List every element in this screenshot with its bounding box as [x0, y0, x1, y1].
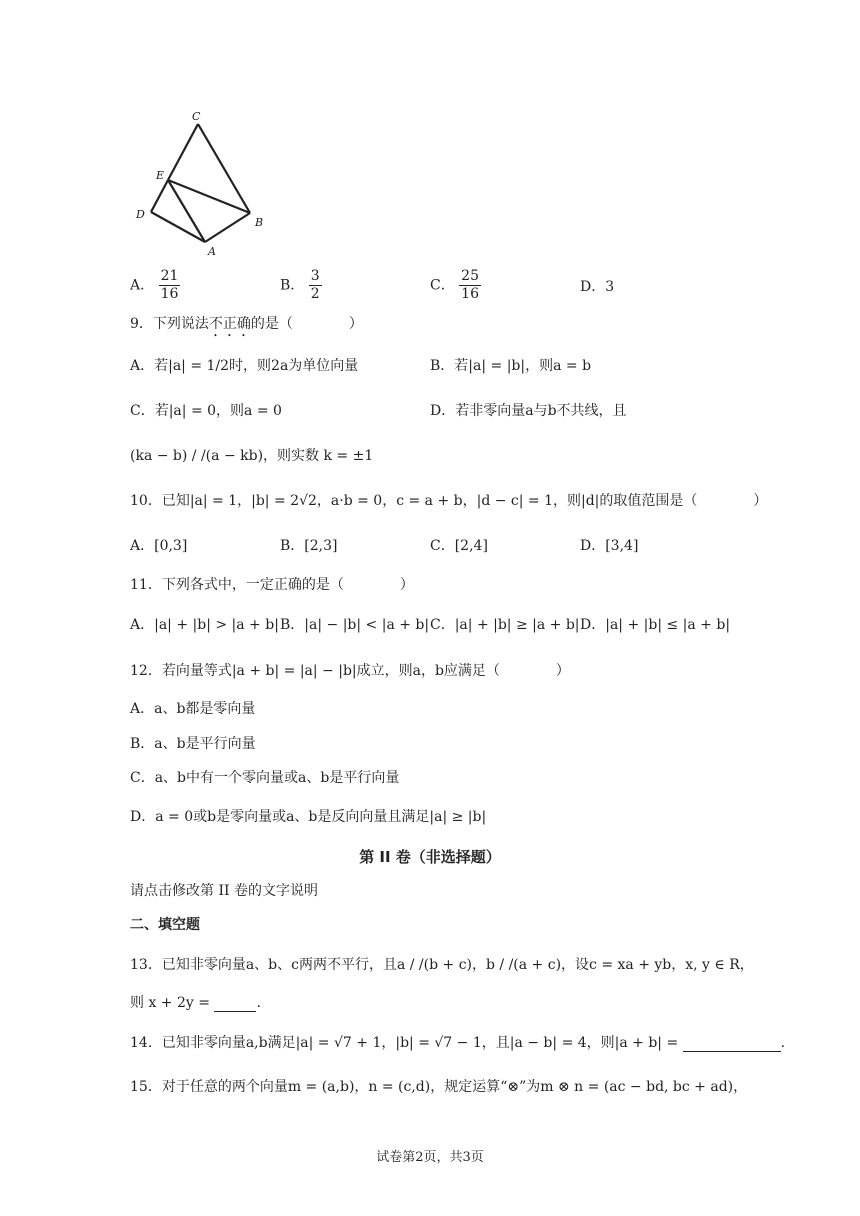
q8-option-b[interactable]: B． $\frac{3}{2}$: [280, 268, 320, 302]
q12-option-c[interactable]: C．a、b中有一个零向量或a、b是平行向量: [130, 770, 400, 786]
label-c: C: [192, 110, 201, 123]
fraction: $\frac{3}{2}$: [310, 268, 320, 302]
q9-option-a[interactable]: A．若|a| = 1/2时，则2a为单位向量: [130, 358, 359, 374]
answer-blank[interactable]: [683, 1035, 781, 1052]
q13-line1: 13．已知非零向量a、b、c两两不平行，且a / /(b + c)，b / /(a + c)，设c = xa + yb，x, y ∈ R，: [130, 957, 754, 973]
q14: 14．已知非零向量a,b满足|a| = √7 + 1，|b| = √7 − 1，且|a − b| = 4，则|a + b| = .: [130, 1035, 786, 1051]
q8-option-a[interactable]: A． $\frac{21}{16}$: [130, 268, 179, 302]
section-title: 第 II 卷（非选择题）: [359, 848, 501, 866]
q9-option-d-continued: (ka − b) / /(a − kb)，则实数 k = ±1: [130, 448, 374, 464]
q8-option-c[interactable]: C． $\frac{25}{16}$: [430, 268, 479, 302]
page-footer: 试卷第2页，共3页: [376, 1150, 484, 1165]
q11-stem: 11．下列各式中，一定正确的是（ ）: [130, 577, 414, 593]
q11-option-b[interactable]: B．|a| − |b| < |a + b|: [280, 617, 430, 633]
q10-stem: 10．已知|a| = 1，|b| = 2√2，a·b = 0，c = a + b，|d − c| = 1，则|d|的取值范围是（ ）: [130, 493, 768, 509]
q9-option-d[interactable]: D．若非零向量a与b不共线，且: [430, 403, 627, 419]
triangle-diagram: [128, 110, 278, 260]
q10-option-b[interactable]: B．[2,3]: [280, 538, 338, 554]
q12-stem: 12．若向量等式|a + b| = |a| − |b|成立，则a，b应满足（ ）: [130, 663, 570, 679]
label-d: D: [136, 208, 145, 221]
fraction: $\frac{21}{16}$: [160, 268, 179, 302]
q10-option-c[interactable]: C．[2,4]: [430, 538, 488, 554]
q11-option-d[interactable]: D．|a| + |b| ≤ |a + b|: [580, 617, 731, 633]
geometry-figure: [128, 110, 278, 264]
answer-blank[interactable]: [214, 995, 256, 1012]
q9-stem: 9．下列说法不正确的是（ ）: [130, 316, 363, 332]
q10-option-a[interactable]: A．[0,3]: [130, 538, 188, 554]
q11-option-a[interactable]: A．|a| + |b| > |a + b|: [130, 617, 279, 633]
q12-option-b[interactable]: B．a、b是平行向量: [130, 736, 256, 752]
label-e: E: [156, 169, 165, 182]
label-b: B: [255, 216, 264, 229]
q11-option-c[interactable]: C．|a| + |b| ≥ |a + b|: [430, 617, 580, 633]
fraction: $\frac{25}{16}$: [461, 268, 479, 302]
q12-option-d[interactable]: D．a = 0或b是零向量或a、b是反向向量且满足|a| ≥ |b|: [130, 809, 487, 825]
q9-option-c[interactable]: C．若|a| = 0，则a = 0: [130, 403, 282, 419]
q15: 15．对于任意的两个向量m = (a,b)，n = (c,d)，规定运算“⊗”为m ⊗ n = (ac − bd, bc + ad)，: [130, 1079, 748, 1095]
q9-option-b[interactable]: B．若|a| = |b|，则a = b: [430, 358, 592, 374]
q10-option-d[interactable]: D．[3,4]: [580, 538, 639, 554]
part-heading: 二、填空题: [130, 917, 200, 933]
q12-option-a[interactable]: A．a、b都是零向量: [130, 701, 256, 717]
label-a: A: [208, 245, 216, 258]
q13-line2: 则 x + 2y = .: [130, 995, 261, 1011]
q8-option-d[interactable]: D．3: [580, 279, 615, 295]
section-note[interactable]: 请点击修改第 II 卷的文字说明: [130, 883, 318, 899]
